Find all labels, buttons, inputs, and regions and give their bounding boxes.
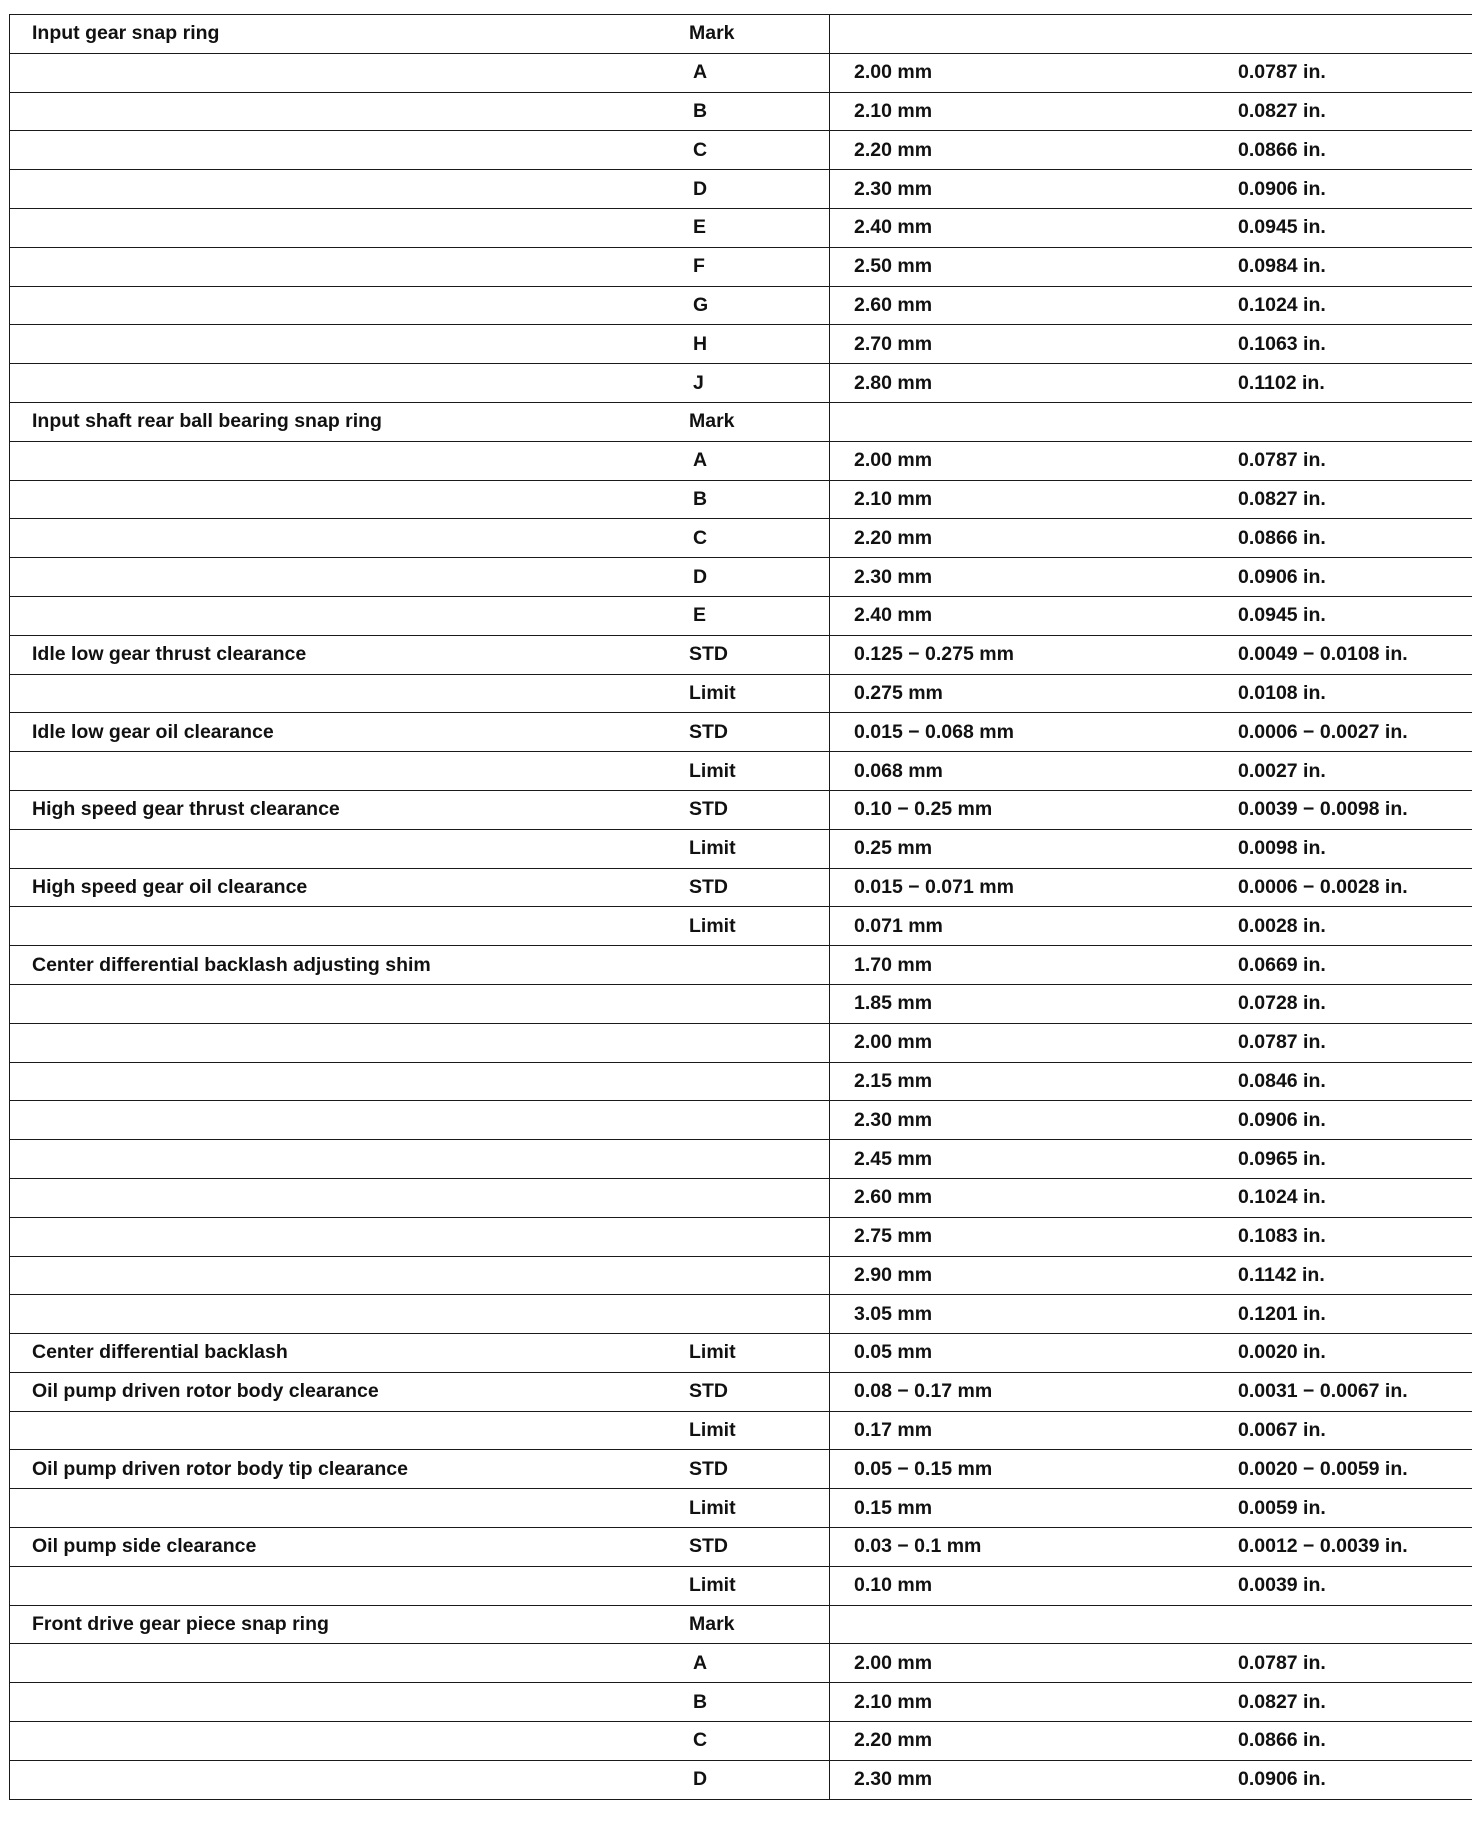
inch-value-cell: 0.0945 in. — [1238, 208, 1472, 247]
table-row — [10, 1644, 1472, 1683]
metric-value-cell: 2.80 mm — [830, 364, 1239, 403]
metric-value-cell: 2.45 mm — [830, 1140, 1239, 1179]
table-row — [10, 247, 1472, 286]
table-row — [10, 441, 1472, 480]
metric-value-cell: 0.015 − 0.071 mm — [830, 868, 1239, 907]
item-cell — [10, 480, 658, 519]
item-cell — [10, 907, 658, 946]
table-row — [10, 325, 1472, 364]
metric-value-cell: 0.15 mm — [830, 1489, 1239, 1528]
inch-value-cell: 0.0906 in. — [1238, 558, 1472, 597]
item-cell: High speed gear thrust clearance — [10, 790, 658, 829]
table-row — [10, 519, 1472, 558]
mark-cell — [657, 1256, 830, 1295]
mark-cell: E — [657, 208, 830, 247]
table-row — [10, 1489, 1472, 1528]
mark-cell: D — [657, 170, 830, 209]
metric-value-cell: 2.00 mm — [830, 441, 1239, 480]
inch-value-cell: 0.0787 in. — [1238, 1023, 1472, 1062]
mark-cell: Limit — [657, 907, 830, 946]
mark-cell: H — [657, 325, 830, 364]
item-cell: Oil pump driven rotor body tip clearance — [10, 1450, 658, 1489]
metric-value-cell: 0.071 mm — [830, 907, 1239, 946]
table-row — [10, 790, 1472, 829]
item-cell — [10, 1140, 658, 1179]
table-row — [10, 1140, 1472, 1179]
metric-value-cell: 2.40 mm — [830, 596, 1239, 635]
inch-value-cell: 0.0108 in. — [1238, 674, 1472, 713]
item-cell — [10, 596, 658, 635]
metric-value-cell: 0.015 − 0.068 mm — [830, 713, 1239, 752]
metric-value-cell: 2.10 mm — [830, 480, 1239, 519]
metric-value-cell: 1.85 mm — [830, 984, 1239, 1023]
mark-cell: Limit — [657, 752, 830, 791]
metric-value-cell: 2.30 mm — [830, 1101, 1239, 1140]
inch-value-cell: 0.1142 in. — [1238, 1256, 1472, 1295]
item-cell — [10, 1722, 658, 1761]
item-cell — [10, 984, 658, 1023]
metric-value-cell: 2.10 mm — [830, 1683, 1239, 1722]
metric-value-cell: 2.30 mm — [830, 558, 1239, 597]
metric-value-cell: 0.125 − 0.275 mm — [830, 635, 1239, 674]
table-row — [10, 984, 1472, 1023]
table-row — [10, 829, 1472, 868]
inch-value-cell: 0.1201 in. — [1238, 1295, 1472, 1334]
inch-value-cell: 0.0067 in. — [1238, 1411, 1472, 1450]
item-cell — [10, 53, 658, 92]
mark-cell: B — [657, 1683, 830, 1722]
item-cell — [10, 1256, 658, 1295]
metric-value-cell: 2.30 mm — [830, 170, 1239, 209]
table-row — [10, 15, 1472, 54]
mark-cell: A — [657, 53, 830, 92]
mark-cell: STD — [657, 1450, 830, 1489]
table-row — [10, 170, 1472, 209]
metric-value-cell: 2.50 mm — [830, 247, 1239, 286]
inch-value-cell: 0.0827 in. — [1238, 1683, 1472, 1722]
mark-cell: C — [657, 131, 830, 170]
metric-value-cell: 0.05 mm — [830, 1334, 1239, 1373]
table-row — [10, 286, 1472, 325]
metric-value-cell: 2.20 mm — [830, 131, 1239, 170]
mark-cell: G — [657, 286, 830, 325]
table-row — [10, 946, 1472, 985]
metric-value-cell: 0.10 mm — [830, 1566, 1239, 1605]
inch-value-cell: 0.1102 in. — [1238, 364, 1472, 403]
metric-value-cell: 0.03 − 0.1 mm — [830, 1528, 1239, 1567]
item-cell — [10, 170, 658, 209]
inch-value-cell: 0.0945 in. — [1238, 596, 1472, 635]
item-cell — [10, 1683, 658, 1722]
item-cell — [10, 92, 658, 131]
item-cell: Input gear snap ring — [10, 15, 658, 54]
item-cell: Oil pump driven rotor body clearance — [10, 1372, 658, 1411]
mark-cell: Limit — [657, 1489, 830, 1528]
table-row — [10, 1566, 1472, 1605]
inch-value-cell: 0.0787 in. — [1238, 1644, 1472, 1683]
inch-value-cell — [1238, 15, 1472, 54]
table-row — [10, 402, 1472, 441]
table-row — [10, 752, 1472, 791]
mark-cell: Limit — [657, 1334, 830, 1373]
metric-value-cell: 2.75 mm — [830, 1217, 1239, 1256]
table-row — [10, 480, 1472, 519]
table-row — [10, 1722, 1472, 1761]
inch-value-cell: 0.0787 in. — [1238, 441, 1472, 480]
inch-value-cell: 0.0031 − 0.0067 in. — [1238, 1372, 1472, 1411]
item-cell — [10, 1644, 658, 1683]
inch-value-cell: 0.0039 in. — [1238, 1566, 1472, 1605]
item-cell — [10, 247, 658, 286]
mark-cell: Limit — [657, 1411, 830, 1450]
table-row — [10, 1023, 1472, 1062]
metric-value-cell — [830, 402, 1239, 441]
mark-cell: C — [657, 1722, 830, 1761]
mark-cell — [657, 1217, 830, 1256]
metric-value-cell: 2.20 mm — [830, 519, 1239, 558]
spec-table — [9, 14, 1472, 1800]
metric-value-cell: 2.00 mm — [830, 1644, 1239, 1683]
item-cell — [10, 1295, 658, 1334]
item-cell — [10, 131, 658, 170]
item-cell — [10, 1566, 658, 1605]
inch-value-cell: 0.1024 in. — [1238, 1178, 1472, 1217]
metric-value-cell: 2.00 mm — [830, 53, 1239, 92]
inch-value-cell: 0.0866 in. — [1238, 131, 1472, 170]
mark-cell: E — [657, 596, 830, 635]
table-row — [10, 1760, 1472, 1799]
item-cell — [10, 325, 658, 364]
item-cell — [10, 1411, 658, 1450]
table-row — [10, 1528, 1472, 1567]
mark-cell: B — [657, 92, 830, 131]
item-cell — [10, 286, 658, 325]
table-row — [10, 868, 1472, 907]
table-row — [10, 674, 1472, 713]
metric-value-cell: 2.60 mm — [830, 1178, 1239, 1217]
table-row — [10, 364, 1472, 403]
table-row — [10, 1178, 1472, 1217]
inch-value-cell: 0.0846 in. — [1238, 1062, 1472, 1101]
item-cell: Center differential backlash — [10, 1334, 658, 1373]
metric-value-cell: 2.15 mm — [830, 1062, 1239, 1101]
table-row — [10, 92, 1472, 131]
mark-cell — [657, 984, 830, 1023]
inch-value-cell: 0.0006 − 0.0027 in. — [1238, 713, 1472, 752]
table-row — [10, 1101, 1472, 1140]
item-cell: Front drive gear piece snap ring — [10, 1605, 658, 1644]
item-cell: Center differential backlash adjusting shim — [10, 946, 830, 985]
inch-value-cell: 0.0984 in. — [1238, 247, 1472, 286]
table-row — [10, 713, 1472, 752]
table-row — [10, 1683, 1472, 1722]
inch-value-cell: 0.0906 in. — [1238, 1101, 1472, 1140]
mark-cell — [657, 1062, 830, 1101]
table-row — [10, 1450, 1472, 1489]
inch-value-cell: 0.0059 in. — [1238, 1489, 1472, 1528]
item-cell — [10, 1760, 658, 1799]
item-cell — [10, 208, 658, 247]
mark-cell: A — [657, 1644, 830, 1683]
metric-value-cell: 0.10 − 0.25 mm — [830, 790, 1239, 829]
item-cell — [10, 1217, 658, 1256]
table-row — [10, 596, 1472, 635]
table-row — [10, 1295, 1472, 1334]
mark-cell: STD — [657, 1372, 830, 1411]
metric-value-cell — [830, 15, 1239, 54]
mark-cell: Limit — [657, 829, 830, 868]
table-row — [10, 53, 1472, 92]
mark-cell: Limit — [657, 674, 830, 713]
item-cell — [10, 558, 658, 597]
inch-value-cell: 0.0787 in. — [1238, 53, 1472, 92]
inch-value-cell: 0.0012 − 0.0039 in. — [1238, 1528, 1472, 1567]
inch-value-cell: 0.0866 in. — [1238, 1722, 1472, 1761]
metric-value-cell: 0.275 mm — [830, 674, 1239, 713]
inch-value-cell: 0.1024 in. — [1238, 286, 1472, 325]
item-cell — [10, 1101, 658, 1140]
mark-cell — [657, 1140, 830, 1179]
item-cell — [10, 1489, 658, 1528]
metric-value-cell: 2.90 mm — [830, 1256, 1239, 1295]
table-row — [10, 1605, 1472, 1644]
metric-value-cell — [830, 1605, 1239, 1644]
mark-cell: C — [657, 519, 830, 558]
item-cell: High speed gear oil clearance — [10, 868, 658, 907]
metric-value-cell: 2.40 mm — [830, 208, 1239, 247]
mark-cell: A — [657, 441, 830, 480]
metric-value-cell: 2.70 mm — [830, 325, 1239, 364]
table-row — [10, 1334, 1472, 1373]
item-cell — [10, 1023, 658, 1062]
table-row — [10, 635, 1472, 674]
mark-cell: J — [657, 364, 830, 403]
spec-table-body — [10, 15, 1472, 1800]
inch-value-cell: 0.0965 in. — [1238, 1140, 1472, 1179]
metric-value-cell: 2.20 mm — [830, 1722, 1239, 1761]
inch-value-cell: 0.1083 in. — [1238, 1217, 1472, 1256]
mark-cell — [657, 1178, 830, 1217]
inch-value-cell — [1238, 1605, 1472, 1644]
table-row — [10, 1372, 1472, 1411]
item-cell — [10, 441, 658, 480]
inch-value-cell: 0.0020 − 0.0059 in. — [1238, 1450, 1472, 1489]
table-row — [10, 1062, 1472, 1101]
table-row — [10, 131, 1472, 170]
mark-cell — [657, 1023, 830, 1062]
inch-value-cell: 0.0906 in. — [1238, 170, 1472, 209]
metric-value-cell: 2.30 mm — [830, 1760, 1239, 1799]
mark-cell — [657, 1101, 830, 1140]
item-cell — [10, 752, 658, 791]
inch-value-cell: 0.0049 − 0.0108 in. — [1238, 635, 1472, 674]
mark-cell: Limit — [657, 1566, 830, 1605]
mark-cell: D — [657, 1760, 830, 1799]
inch-value-cell: 0.0027 in. — [1238, 752, 1472, 791]
metric-value-cell: 1.70 mm — [830, 946, 1239, 985]
inch-value-cell: 0.0827 in. — [1238, 480, 1472, 519]
inch-value-cell — [1238, 402, 1472, 441]
item-cell: Idle low gear thrust clearance — [10, 635, 658, 674]
inch-value-cell: 0.0669 in. — [1238, 946, 1472, 985]
metric-value-cell: 0.17 mm — [830, 1411, 1239, 1450]
mark-cell: B — [657, 480, 830, 519]
table-row — [10, 1217, 1472, 1256]
metric-value-cell: 0.25 mm — [830, 829, 1239, 868]
inch-value-cell: 0.0006 − 0.0028 in. — [1238, 868, 1472, 907]
inch-value-cell: 0.0098 in. — [1238, 829, 1472, 868]
inch-value-cell: 0.0028 in. — [1238, 907, 1472, 946]
mark-cell: STD — [657, 713, 830, 752]
metric-value-cell: 3.05 mm — [830, 1295, 1239, 1334]
mark-cell: STD — [657, 868, 830, 907]
item-cell — [10, 1178, 658, 1217]
mark-cell: Mark — [657, 1605, 830, 1644]
inch-value-cell: 0.0906 in. — [1238, 1760, 1472, 1799]
table-row — [10, 1256, 1472, 1295]
item-cell: Oil pump side clearance — [10, 1528, 658, 1567]
inch-value-cell: 0.0020 in. — [1238, 1334, 1472, 1373]
item-cell — [10, 674, 658, 713]
mark-cell: D — [657, 558, 830, 597]
item-cell: Input shaft rear ball bearing snap ring — [10, 402, 658, 441]
inch-value-cell: 0.0866 in. — [1238, 519, 1472, 558]
table-row — [10, 208, 1472, 247]
item-cell — [10, 1062, 658, 1101]
metric-value-cell: 0.068 mm — [830, 752, 1239, 791]
mark-cell: STD — [657, 790, 830, 829]
metric-value-cell: 0.08 − 0.17 mm — [830, 1372, 1239, 1411]
mark-cell: F — [657, 247, 830, 286]
table-row — [10, 907, 1472, 946]
item-cell: Idle low gear oil clearance — [10, 713, 658, 752]
mark-cell: Mark — [657, 402, 830, 441]
inch-value-cell: 0.0827 in. — [1238, 92, 1472, 131]
mark-cell — [657, 1295, 830, 1334]
item-cell — [10, 364, 658, 403]
metric-value-cell: 0.05 − 0.15 mm — [830, 1450, 1239, 1489]
inch-value-cell: 0.1063 in. — [1238, 325, 1472, 364]
item-cell — [10, 519, 658, 558]
inch-value-cell: 0.0728 in. — [1238, 984, 1472, 1023]
table-row — [10, 1411, 1472, 1450]
metric-value-cell: 2.60 mm — [830, 286, 1239, 325]
metric-value-cell: 2.10 mm — [830, 92, 1239, 131]
mark-cell: STD — [657, 635, 830, 674]
mark-cell: STD — [657, 1528, 830, 1567]
table-row — [10, 558, 1472, 597]
metric-value-cell: 2.00 mm — [830, 1023, 1239, 1062]
mark-cell: Mark — [657, 15, 830, 54]
inch-value-cell: 0.0039 − 0.0098 in. — [1238, 790, 1472, 829]
item-cell — [10, 829, 658, 868]
